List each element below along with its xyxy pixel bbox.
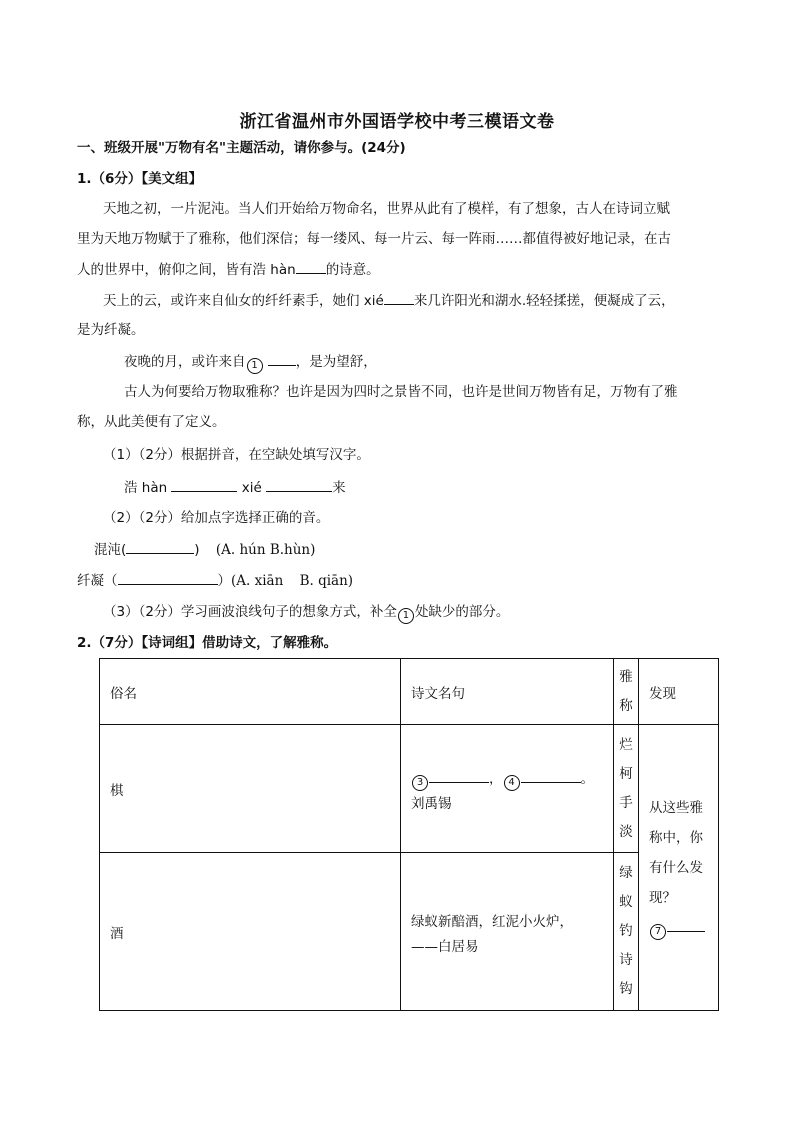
option-text: ) xyxy=(194,542,200,558)
question-text: （3）（2分）学习画波浪线句子的想象方式，补全 xyxy=(103,604,397,620)
option-choices: ）(A. xiān xyxy=(217,573,284,589)
passage-text: 夜晚的月，或许来自 xyxy=(124,354,246,370)
table-row xyxy=(100,853,719,1011)
question-2-text: 2.（7分）【诗词组】借助诗文，了解雅称。 xyxy=(77,635,338,651)
table-row xyxy=(100,725,719,853)
answer-blank[interactable] xyxy=(384,291,414,305)
answer-blank[interactable] xyxy=(429,769,489,783)
poem-punct: 。 xyxy=(580,770,594,787)
subquestion-1-answer xyxy=(124,478,346,497)
subquestion-3 xyxy=(103,603,509,624)
answer-blank[interactable] xyxy=(126,540,194,554)
subquestion-1: （1）（2分）根据拼音，在空缺处填写汉字。 xyxy=(103,447,370,463)
passage-text: 来几许阳光和湖水.轻轻揉搓，便凝成了云， xyxy=(413,293,675,309)
discovery-answer xyxy=(649,913,718,943)
discovery-text: 从这些雅称中，你有什么发现？ xyxy=(649,799,703,906)
header-cell: 俗名 xyxy=(100,659,401,725)
passage-text: 的诗意。 xyxy=(325,262,380,278)
poem-punct: ， xyxy=(489,770,503,787)
answer-blank[interactable] xyxy=(118,571,218,585)
answer-blank[interactable] xyxy=(667,918,705,932)
subquestion-2: （2）（2分）给加点字选择正确的音。 xyxy=(103,510,330,526)
poem-author: ——白居易 xyxy=(411,938,479,955)
subquestion-2-option xyxy=(77,571,353,590)
header-vertical-text: 雅称 xyxy=(619,668,633,714)
table-header-row xyxy=(100,659,719,725)
poem-author: 刘禹锡 xyxy=(411,795,452,812)
elegant-names-table xyxy=(99,658,719,1011)
passage-text: 天上的云，或许来自仙女的纤纤素手，她们 xié xyxy=(103,293,384,309)
elegant-name-cell xyxy=(614,725,639,853)
passage-line xyxy=(77,260,380,279)
document-title: 浙江省温州市外国语学校中考三模语文卷 xyxy=(239,112,555,132)
circled-number: 1 xyxy=(398,608,414,624)
header-cell: 诗文名句 xyxy=(401,659,614,725)
discovery-cell xyxy=(639,725,719,1011)
circled-number: 4 xyxy=(504,775,520,791)
common-name-cell: 酒 xyxy=(100,853,401,1011)
circled-number: 3 xyxy=(412,775,428,791)
passage-line: 里为天地万物赋于了雅称，他们深信；每一缕风、每一片云、每一阵雨……都值得被好地记录，在古 xyxy=(77,231,671,247)
answer-blank[interactable] xyxy=(266,478,332,492)
elegant-name-cell xyxy=(614,853,639,1011)
section-heading: 一、班级开展"万物有名"主题活动，请你参与。(24分) xyxy=(77,140,406,156)
answer-blank[interactable] xyxy=(171,478,237,492)
passage-line: 是为纤凝。 xyxy=(77,322,145,338)
header-cell xyxy=(614,659,639,725)
elegant-name-text: 烂柯手淡 xyxy=(619,736,633,840)
answer-blank[interactable] xyxy=(521,769,581,783)
header-cell: 发现 xyxy=(639,659,719,725)
option-choices: B. qiān) xyxy=(299,573,354,589)
answer-label: 浩 hàn xyxy=(124,480,168,496)
passage-text: ，是为望舒， xyxy=(295,354,377,370)
passage-text: 人的世界中，俯仰之间，皆有浩 hàn xyxy=(77,262,296,278)
passage-line xyxy=(124,352,377,374)
passage-line: 古人为何要给万物取雅称？也许是因为四时之景皆不同，也许是世间万物皆有足，万物有了雅 xyxy=(124,384,678,400)
common-name-cell: 棋 xyxy=(100,725,401,853)
poem-cell xyxy=(401,725,614,853)
elegant-name-text: 绿蚁钓诗钩 xyxy=(619,865,633,997)
answer-label: 来 xyxy=(332,480,346,496)
passage-line xyxy=(103,291,675,310)
question-1-header: 1.（6分）【美文组】 xyxy=(77,171,203,187)
passage-line: 天地之初，一片泥沌。当人们开始给万物命名，世界从此有了模样，有了想象，古人在诗词立赋 xyxy=(103,201,670,217)
question-2-header xyxy=(77,634,337,652)
passage-line: 称，从此美便有了定义。 xyxy=(77,414,226,430)
question-text: 处缺少的部分。 xyxy=(414,604,510,620)
option-choices: (A. hún B.hùn) xyxy=(215,542,316,558)
circled-number: 1 xyxy=(247,358,263,374)
answer-blank[interactable] xyxy=(268,352,296,366)
answer-blank[interactable] xyxy=(296,260,326,274)
option-text: 混沌( xyxy=(94,542,127,558)
poem-line: 绿蚁新醅酒，红泥小火炉， xyxy=(411,913,573,930)
poem-cell xyxy=(401,853,614,1011)
poem-line xyxy=(411,764,603,794)
answer-label: xié xyxy=(241,480,262,496)
circled-number: 7 xyxy=(650,924,666,940)
option-text: 纤凝（ xyxy=(77,573,118,589)
subquestion-2-option xyxy=(94,540,315,559)
